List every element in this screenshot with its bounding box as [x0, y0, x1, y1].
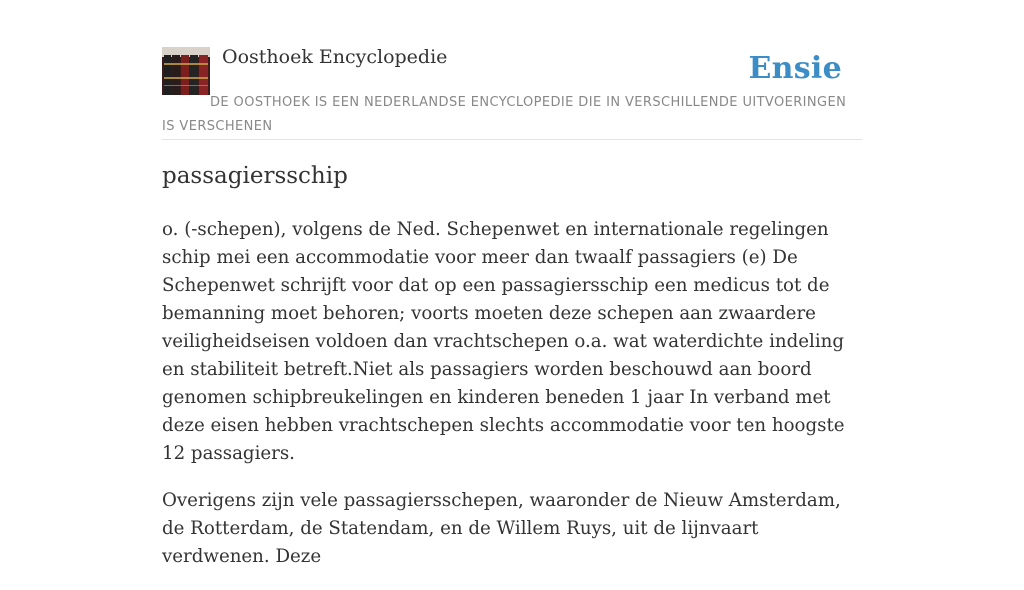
page-container: [162, 0, 862, 567]
article-body: [162, 216, 862, 590]
site-tagline: DE OOSTHOEK IS EEN NEDERLANDSE ENCYCLOPEDIE DIE IN VERSCHILLENDE UITVOERINGEN IS VERSCHENEN: [162, 95, 847, 134]
brand-logo[interactable]: Ensie: [748, 51, 842, 86]
book-spines-icon[interactable]: [162, 47, 210, 95]
site-header: [162, 0, 862, 140]
article-paragraph: Overigens zijn vele passagiersschepen, waaronder de Nieuw Amsterdam, de Rotterdam, de Statendam, en de Willem Ruys, uit de lijnvaart verdwenen. Deze: [162, 490, 841, 567]
site-name[interactable]: Oosthoek Encyclopedie: [222, 46, 448, 68]
page-title: passagiersschip: [162, 163, 348, 189]
article-paragraph: o. (-schepen), volgens de Ned. Schepenwet en internationale regelingen schip mei een accommodatie voor meer dan twaalf passagiers (e) De Schepenwet schrijft voor dat op een passagiersschip een medicus tot de bemanning moet behoren; voorts moeten deze schepen aan zwaardere veiligheidseisen voldoen dan vrachtschepen o.a. wat waterdichte indeling en stabiliteit betreft.Niet als passagiers worden beschouwd aan boord genomen schipbreukelingen en kinderen beneden 1 jaar In verband met deze eisen hebben vrachtschepen slechts accommodatie voor ten hoogste 12 passagiers.: [162, 219, 845, 464]
